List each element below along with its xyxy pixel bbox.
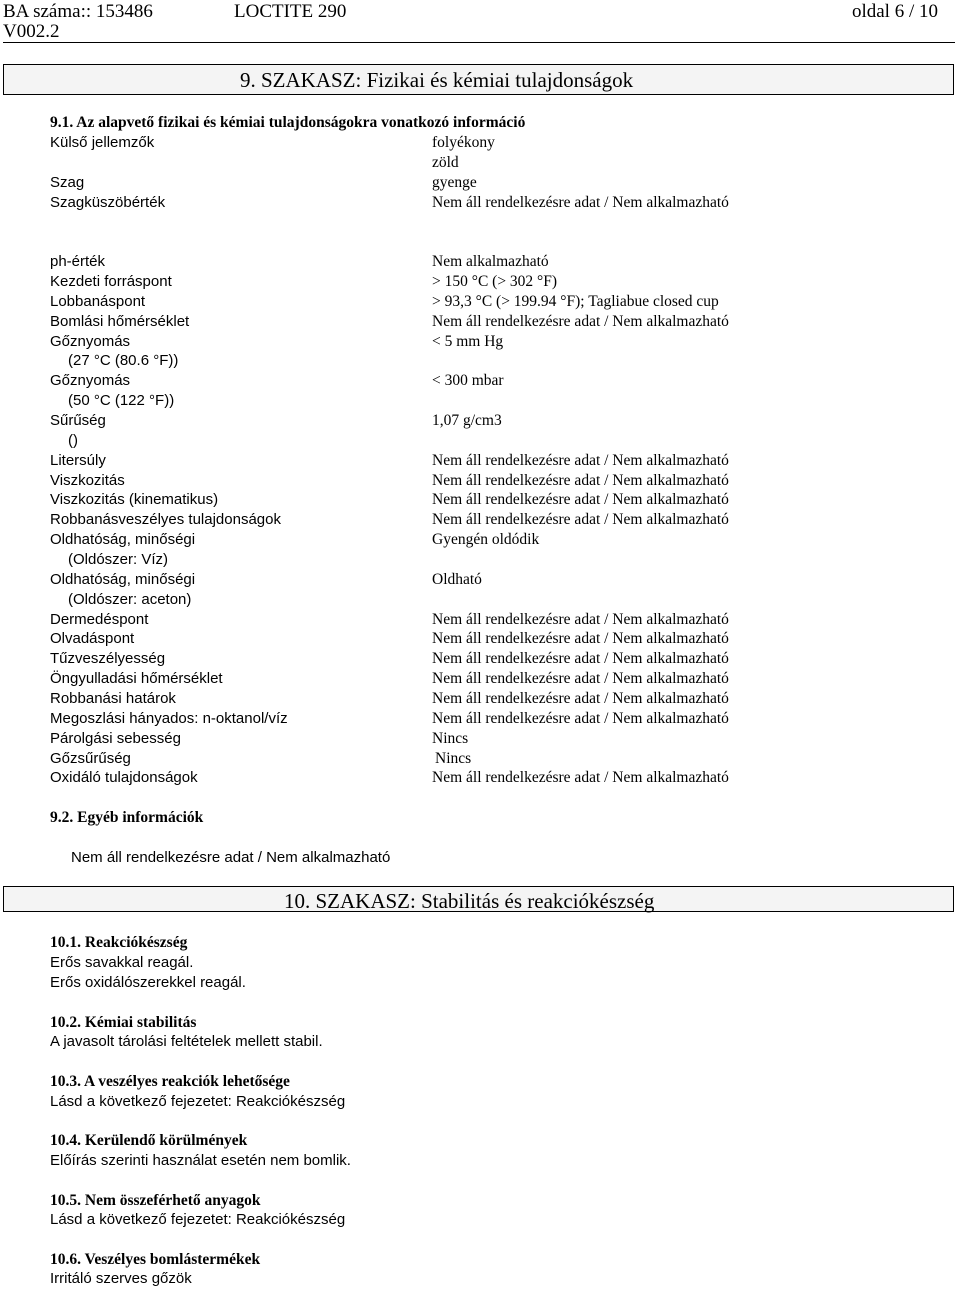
subsection-10-1-line: Erős savakkal reagál.: [50, 954, 194, 971]
property-label: Sűrűség: [50, 412, 106, 429]
property-value: Nem áll rendelkezésre adat / Nem alkalmazható: [432, 511, 729, 528]
header-page-number: oldal 6 / 10: [851, 1, 938, 22]
property-label: Litersúly: [50, 452, 106, 469]
property-value: Nem áll rendelkezésre adat / Nem alkalmazható: [432, 491, 729, 508]
property-label: Öngyulladási hőmérséklet: [50, 670, 223, 687]
property-value: < 5 mm Hg: [432, 333, 504, 350]
property-value: Nincs: [435, 750, 472, 767]
property-value: Nem alkalmazható: [432, 253, 549, 270]
property-label: Viszkozitás (kinematikus): [50, 491, 219, 508]
section-10-title: 10. SZAKASZ: Stabilitás és reakciókészség: [284, 889, 655, 913]
property-value: folyékony: [432, 134, 495, 151]
subsection-10-6-heading: 10.6. Veszélyes bomlástermékek: [50, 1251, 261, 1268]
property-label: ph-érték: [50, 253, 106, 270]
property-condition: (): [68, 432, 78, 449]
property-label: Kezdeti forráspont: [50, 273, 172, 290]
header-version: V002.2: [3, 21, 60, 42]
property-value: Nem áll rendelkezésre adat / Nem alkalmazható: [432, 769, 729, 786]
property-label: Oldhatóság, minőségi: [50, 531, 196, 548]
property-value: > 93,3 °C (> 199.94 °F); Tagliabue closed cup: [432, 293, 719, 310]
property-value: Nem áll rendelkezésre adat / Nem alkalmazható: [432, 313, 729, 330]
property-condition: (Oldószer: Víz): [68, 551, 169, 568]
property-value: Nem áll rendelkezésre adat / Nem alkalmazható: [432, 690, 729, 707]
property-label: Robbanási határok: [50, 690, 176, 707]
header-divider: [3, 42, 955, 43]
property-value: < 300 mbar: [432, 372, 504, 389]
subsection-9-2-heading: 9.2. Egyéb információk: [50, 809, 204, 826]
property-value: Nem áll rendelkezésre adat / Nem alkalmazható: [432, 670, 729, 687]
header-ba-number: BA száma:: 153486: [3, 1, 153, 22]
property-value: Nem áll rendelkezésre adat / Nem alkalmazható: [432, 452, 729, 469]
property-value: Nincs: [432, 730, 469, 747]
property-label: Párolgási sebesség: [50, 730, 181, 747]
section-9-title: 9. SZAKASZ: Fizikai és kémiai tulajdonságok: [240, 68, 634, 92]
subsection-10-2-heading: 10.2. Kémiai stabilitás: [50, 1014, 197, 1031]
property-value: > 150 °C (> 302 °F): [432, 273, 558, 290]
subsection-10-5-heading: 10.5. Nem összeférhető anyagok: [50, 1192, 261, 1209]
subsection-10-3-line: Lásd a következő fejezetet: Reakciókészség: [50, 1093, 346, 1110]
subsection-10-4-line: Előírás szerinti használat esetén nem bomlik.: [50, 1152, 351, 1169]
property-label: Robbanásveszélyes tulajdonságok: [50, 511, 281, 528]
subsection-10-1-heading: 10.1. Reakciókészség: [50, 934, 188, 951]
property-label: Megoszlási hányados: n-oktanol/víz: [50, 710, 288, 727]
subsection-10-4-heading: 10.4. Kerülendő körülmények: [50, 1132, 248, 1149]
header-product-name: LOCTITE 290: [234, 1, 347, 22]
property-label: Gőznyomás: [50, 333, 131, 350]
property-value: Nem áll rendelkezésre adat / Nem alkalmazható: [432, 710, 729, 727]
property-label: Dermedéspont: [50, 611, 149, 628]
property-value: Nem áll rendelkezésre adat / Nem alkalmazható: [432, 611, 729, 628]
property-label: Külső jellemzők: [50, 134, 155, 151]
property-label: Oldhatóság, minőségi: [50, 571, 196, 588]
subsection-9-2-text: Nem áll rendelkezésre adat / Nem alkalmazható: [71, 849, 391, 866]
property-value: Oldható: [432, 571, 482, 588]
subsection-10-1-line: Erős oxidálószerekkel reagál.: [50, 974, 246, 991]
property-label: Olvadáspont: [50, 630, 135, 647]
property-label: Bomlási hőmérséklet: [50, 313, 190, 330]
property-label: Oxidáló tulajdonságok: [50, 769, 198, 786]
property-value: Gyengén oldódik: [432, 531, 540, 548]
property-value: gyenge: [432, 174, 477, 191]
subsection-10-2-line: A javasolt tárolási feltételek mellett stabil.: [50, 1033, 323, 1050]
property-value: Nem áll rendelkezésre adat / Nem alkalmazható: [432, 650, 729, 667]
property-value: Nem áll rendelkezésre adat / Nem alkalmazható: [432, 472, 729, 489]
property-value: 1,07 g/cm3: [432, 412, 502, 429]
property-label: Szagküszöbérték: [50, 194, 166, 211]
property-label: Lobbanáspont: [50, 293, 146, 310]
subsection-10-5-line: Lásd a következő fejezetet: Reakciókészség: [50, 1211, 346, 1228]
property-label: Gőzsűrűség: [50, 750, 131, 767]
property-value: zöld: [432, 154, 459, 171]
subsection-10-3-heading: 10.3. A veszélyes reakciók lehetősége: [50, 1073, 290, 1090]
property-condition: (27 °C (80.6 °F)): [68, 352, 179, 369]
property-label: Szag: [50, 174, 85, 191]
property-label: Tűzveszélyesség: [50, 650, 166, 667]
property-condition: (50 °C (122 °F)): [68, 392, 175, 409]
property-condition: (Oldószer: aceton): [68, 591, 192, 608]
subsection-10-6-line: Irritáló szerves gőzök: [50, 1270, 192, 1287]
property-value: Nem áll rendelkezésre adat / Nem alkalmazható: [432, 630, 729, 647]
property-label: Gőznyomás: [50, 372, 131, 389]
property-label: Viszkozitás: [50, 472, 125, 489]
property-value: Nem áll rendelkezésre adat / Nem alkalmazható: [432, 194, 729, 211]
subsection-9-1-heading: 9.1. Az alapvető fizikai és kémiai tulajdonságokra vonatkozó információ: [50, 114, 526, 131]
